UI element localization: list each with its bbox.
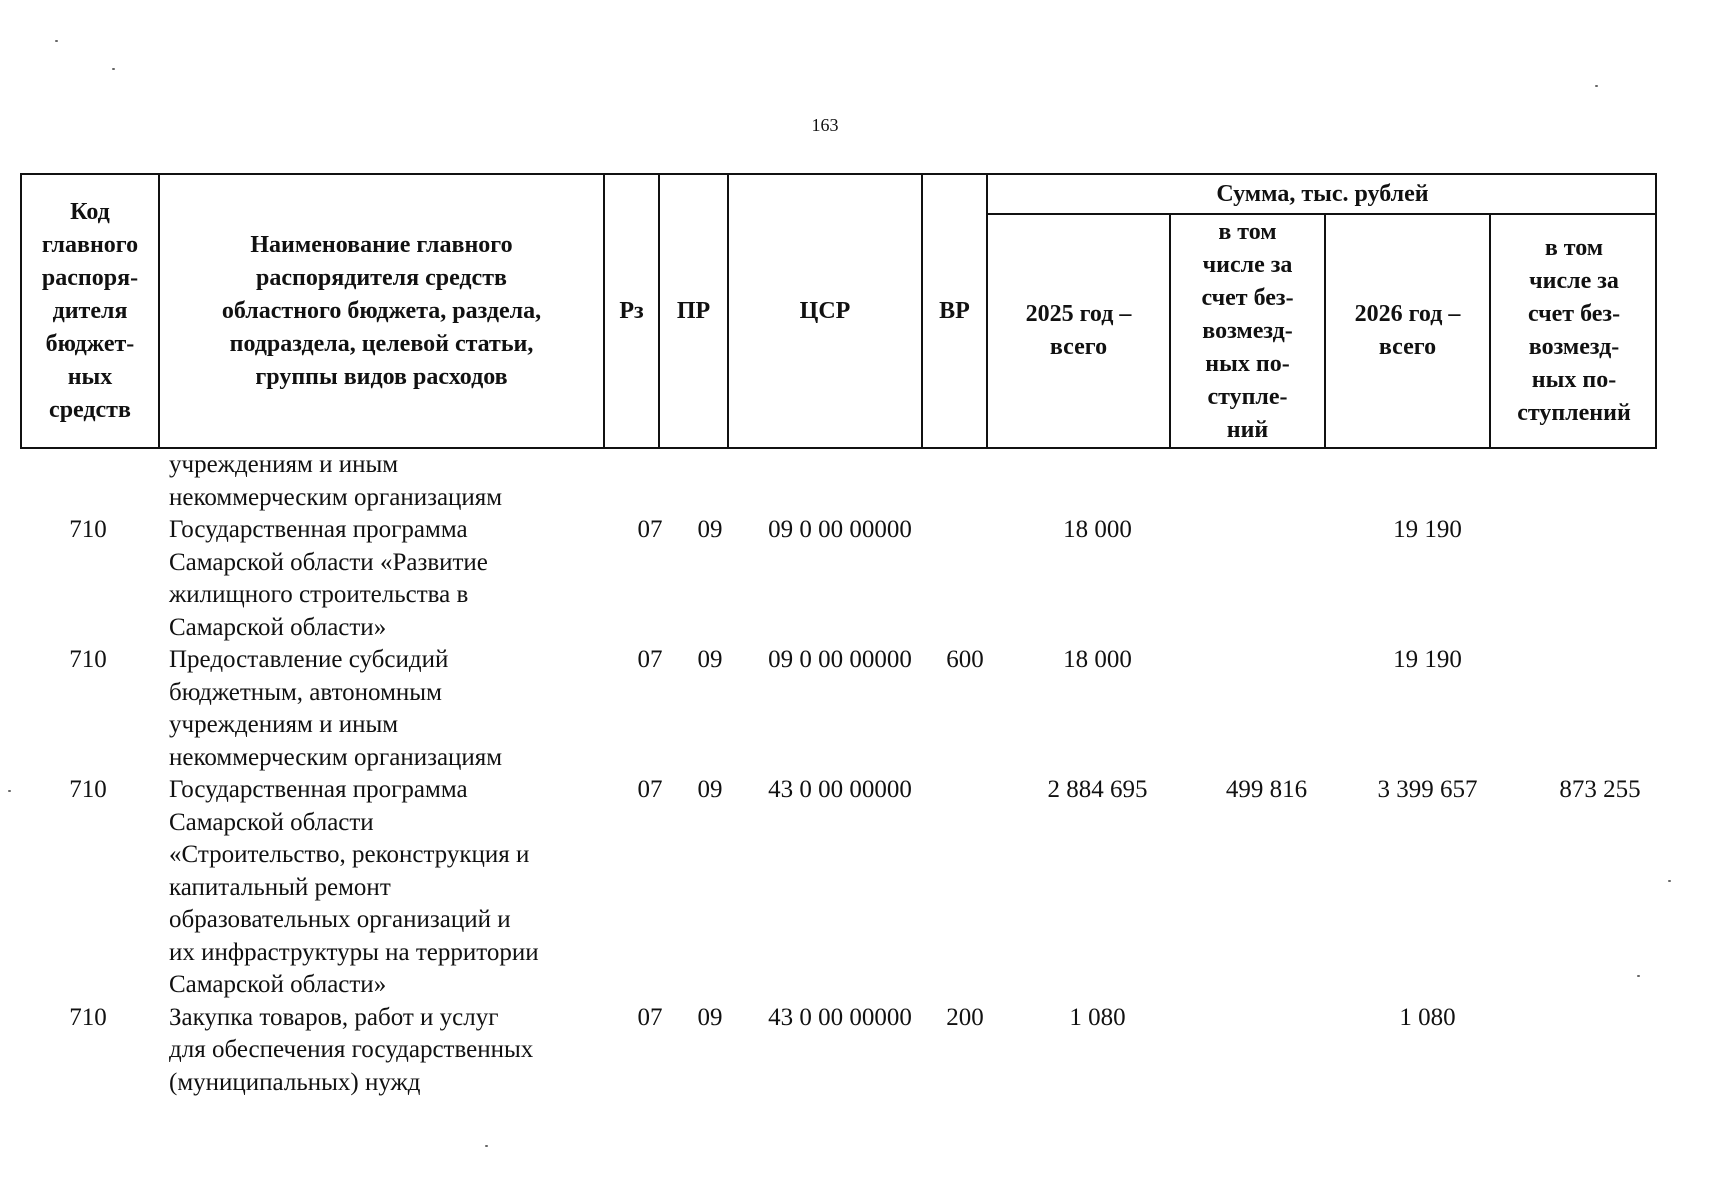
row-pr: 09 [697,1003,723,1031]
row-2026-grants: 873 255 [1559,776,1641,803]
row-2026-total: 19 190 [1393,646,1462,673]
row-csr: 09 0 00 00000 [768,516,912,543]
row-rz: 07 [637,776,663,803]
row-2026-total: 3 399 657 [1377,776,1478,803]
scan-speck [485,1145,488,1147]
row-vr: 200 [946,1003,984,1031]
row-rz: 07 [637,516,663,543]
row-name: учреждениям и иным некоммерческим организациям [169,451,503,511]
table-row [20,1002,1657,1100]
table-row [20,644,1657,774]
header-2026-total: 2026 год – всего [1354,301,1461,360]
table-row [20,774,1657,1002]
row-name: Государственная программа Самарской области «Строительство, реконструкция и капитальный ремонт образовательных организаций и их инфраструктуры на территории Самарской области» [169,776,539,998]
header-code: Код главного распоря- дителя бюджет- ных средств [41,198,139,423]
row-csr: 43 0 00 00000 [768,1003,912,1031]
row-csr: 43 0 00 00000 [768,776,912,803]
page-number: 163 [811,115,839,135]
row-2025-total: 18 000 [1063,516,1132,543]
scan-speck [8,790,11,792]
header-vr: ВР [939,297,970,324]
row-name: Государственная программа Самарской области «Развитие жилищного строительства в Самарской области» [169,516,488,641]
header-csr: ЦСР [799,297,851,324]
row-rz: 07 [637,646,663,673]
header-2025-grants: в том числе за счет без- возмезд- ных по- ступле- ний [1201,218,1294,443]
row-name: Предоставление субсидий бюджетным, автономным учреждениям и иным некоммерческим организациям [169,646,503,771]
row-rz: 07 [637,1003,663,1031]
row-2025-total: 2 884 695 [1047,776,1148,803]
row-2026-total: 19 190 [1393,516,1462,543]
row-pr: 09 [697,516,723,543]
table-body [20,449,1657,1099]
header-2025-total: 2025 год – всего [1025,301,1132,360]
scan-speck [55,40,58,42]
row-pr: 09 [697,646,723,673]
row-code: 710 [69,1003,107,1031]
row-2025-total: 1 080 [1069,1003,1126,1031]
row-csr: 09 0 00 00000 [768,646,912,673]
scan-speck [1637,975,1640,977]
row-2025-grants: 499 816 [1225,776,1308,803]
row-pr: 09 [697,776,723,803]
row-code: 710 [69,646,107,673]
header-2026-grants: в том числе за счет без- возмезд- ных по- ступлений [1517,235,1631,426]
row-2025-total: 18 000 [1063,646,1132,673]
table-header [20,173,1657,449]
row-vr: 600 [946,646,984,673]
header-pr: ПР [676,297,711,324]
row-2026-total: 1 080 [1399,1003,1456,1031]
table-row [20,449,1657,514]
row-code: 710 [69,776,107,803]
scan-speck [112,68,115,70]
table-row [20,514,1657,644]
scan-speck [1668,880,1671,882]
row-code: 710 [69,516,107,543]
row-name: Закупка товаров, работ и услуг для обеспечения государственных (муниципальных) нужд [169,1003,534,1096]
scan-speck [1595,85,1598,87]
header-name: Наименование главного распорядителя средств областного бюджета, раздела, подраздела, целевой статьи, группы видов расходов [221,231,542,390]
header-rz: Рз [619,297,644,324]
header-sum-title: Сумма, тыс. рублей [1216,180,1429,207]
